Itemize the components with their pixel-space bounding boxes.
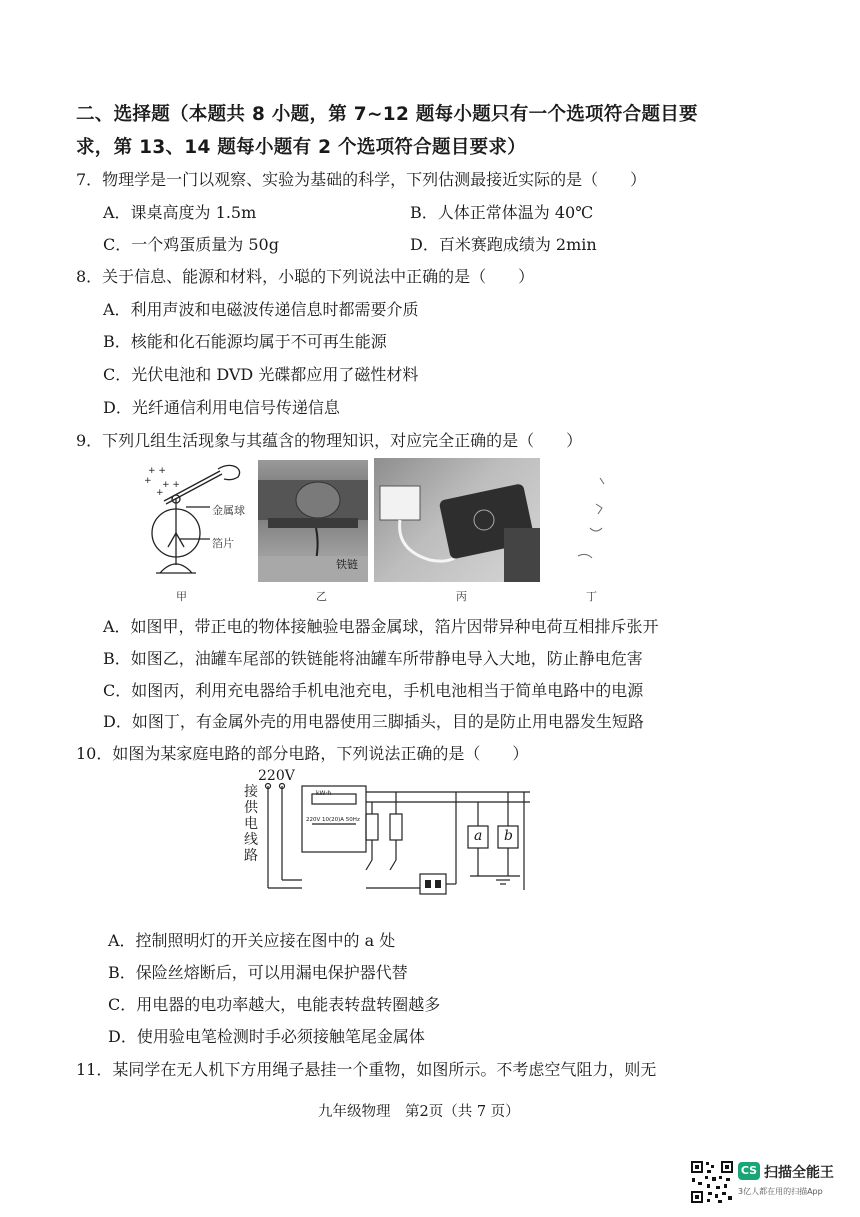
label-chain: 铁链: [336, 558, 358, 571]
meter-unit: kW·h: [316, 790, 332, 797]
svg-text:+: +: [144, 476, 152, 486]
qr-code-image: [690, 1160, 734, 1204]
svg-text:+: +: [156, 488, 164, 498]
question-8-option-d: D．光纤通信利用电信号传递信息: [103, 398, 340, 417]
meter-spec: 220V 10(20)A 50Hz: [306, 817, 360, 823]
question-8-stem: 8．关于信息、能源和材料，小聪的下列说法中正确的是（ ）: [76, 267, 535, 286]
figure-label-yi: 乙: [316, 590, 327, 603]
question-7-option-a: A．课桌高度为 1.5m: [103, 203, 257, 222]
svg-text:+ +: + +: [162, 480, 180, 490]
household-circuit-diagram: [260, 780, 540, 905]
question-9-option-c: C．如图丙，利用充电器给手机电池充电，手机电池相当于简单电路中的电源: [103, 681, 644, 700]
question-9-option-d: D．如图丁，有金属外壳的用电器使用三脚插头，目的是防止用电器发生短路: [103, 712, 644, 731]
scanner-app-name: 扫描全能王: [764, 1165, 834, 1181]
position-b-label: b: [504, 828, 513, 844]
question-7-stem: 7．物理学是一门以观察、实验为基础的科学，下列估测最接近实际的是（ ）: [76, 170, 647, 189]
question-10-option-d: D．使用验电笔检测时手必须接触笔尾金属体: [108, 1027, 425, 1046]
question-8-option-c: C．光伏电池和 DVD 光碟都应用了磁性材料: [103, 365, 419, 384]
section-title-line-2: 求，第 13、14 题每小题有 2 个选项符合题目要求）: [76, 137, 527, 158]
figure-label-bing: 丙: [456, 590, 467, 603]
scanner-app-tagline: 3亿人都在用的扫描App: [738, 1187, 823, 1196]
question-9-option-b: B．如图乙，油罐车尾部的铁链能将油罐车所带静电导入大地，防止静电危害: [103, 649, 643, 668]
supply-char: 接: [244, 784, 258, 800]
figure-label-ding: 丁: [586, 590, 597, 603]
question-10-option-c: C．用电器的电功率越大，电能表转盘转圈越多: [108, 995, 441, 1014]
question-10-stem: 10．如图为某家庭电路的部分电路，下列说法正确的是（ ）: [76, 744, 529, 763]
position-a-label: a: [474, 828, 483, 844]
question-7-option-c: C．一个鸡蛋质量为 50g: [103, 235, 279, 254]
electroscope-figure: [130, 455, 250, 585]
phone-charging-photo: [374, 458, 540, 582]
question-10-option-b: B．保险丝熔断后，可以用漏电保护器代替: [108, 963, 408, 982]
label-foil: 箔片: [212, 537, 234, 550]
supply-char: 线: [244, 832, 258, 848]
supply-char: 电: [244, 816, 258, 832]
label-metal-ball: 金属球: [212, 504, 245, 517]
supply-char: 供: [244, 800, 258, 816]
question-9-option-a: A．如图甲，带正电的物体接触验电器金属球，箔片因带异种电荷互相排斥张开: [103, 617, 659, 636]
svg-text:+ +: + +: [148, 466, 166, 476]
question-8-option-a: A．利用声波和电磁波传递信息时都需要介质: [103, 300, 419, 319]
question-11-stem: 11．某同学在无人机下方用绳子悬挂一个重物，如图所示。不考虑空气阻力，则无: [76, 1060, 657, 1079]
plug-figure: [560, 470, 610, 580]
supply-char: 路: [244, 848, 258, 864]
question-8-option-b: B．核能和化石能源均属于不可再生能源: [103, 332, 387, 351]
question-7-option-b: B．人体正常体温为 40℃: [410, 203, 594, 222]
section-title-line-1: 二、选择题（本题共 8 小题，第 7~12 题每小题只有一个选项符合题目要: [76, 104, 698, 125]
scanner-logo-badge: CS: [738, 1162, 760, 1180]
question-10-option-a: A．控制照明灯的开关应接在图中的 a 处: [108, 931, 396, 950]
question-9-stem: 9．下列几组生活现象与其蕴含的物理知识，对应完全正确的是（ ）: [76, 431, 583, 450]
question-7-option-d: D．百米赛跑成绩为 2min: [410, 235, 597, 254]
page-footer: 九年级物理 第2页（共 7 页）: [318, 1104, 520, 1120]
figure-label-jia: 甲: [176, 590, 187, 603]
supply-line-label: [244, 784, 260, 864]
voltage-label: 220V: [258, 768, 295, 784]
